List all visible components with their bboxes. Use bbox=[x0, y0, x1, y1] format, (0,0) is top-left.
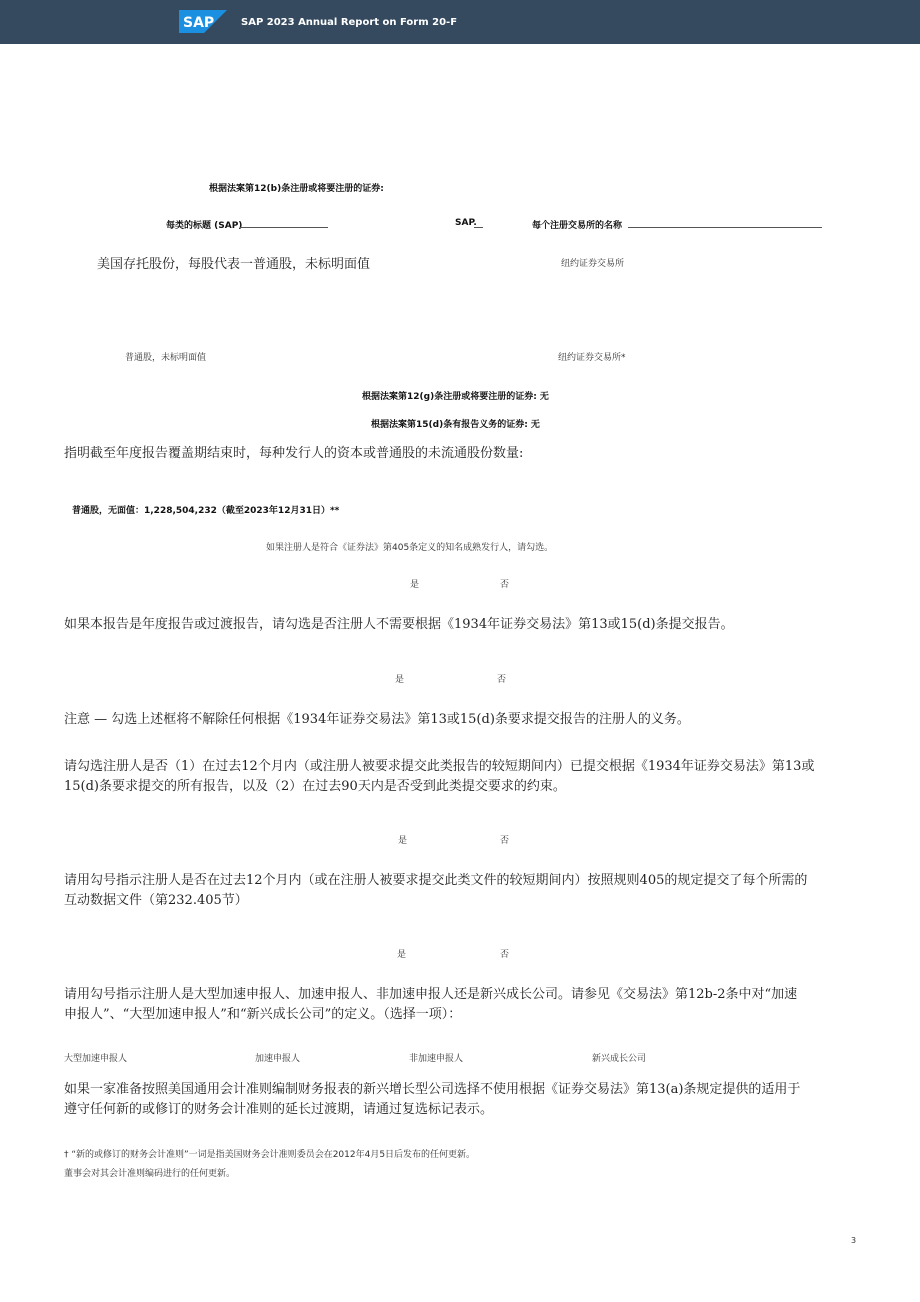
question-not-required: 如果本报告是年度报告或过渡报告，请勾选是否注册人不需要根据《1934年证券交易法》第13或15(d)条提交报告。 bbox=[64, 617, 734, 632]
col-title-symbol: SAP. bbox=[455, 218, 477, 228]
question-filer-type-line1: 请用勾号指示注册人是大型加速申报人、加速申报人、非加速申报人还是新兴成长公司。请参见《交易法》第12b-2条中对“加速 bbox=[64, 987, 798, 1002]
q1-yes[interactable]: 是 bbox=[410, 580, 420, 590]
row2-exchange: 纽约证券交易所* bbox=[558, 353, 626, 363]
question-wksi: 如果注册人是符合《证券法》第405条定义的知名成熟发行人，请勾选。 bbox=[266, 543, 554, 553]
col-exchange-underline bbox=[628, 227, 822, 228]
filer-large-accelerated[interactable]: 大型加速申报人 bbox=[64, 1054, 128, 1064]
q1-no[interactable]: 否 bbox=[500, 580, 510, 590]
q4-no[interactable]: 否 bbox=[500, 950, 510, 960]
question-transition-period-line1: 如果一家准备按照美国通用会计准则编制财务报表的新兴增长型公司选择不使用根据《证券交易法》第13(a)条规定提供的适用于 bbox=[64, 1082, 801, 1097]
page-number: 3 bbox=[851, 1236, 857, 1245]
question-filer-type-line2: 申报人”、“大型加速申报人”和“新兴成长公司”的定义。（选择一项）： bbox=[64, 1007, 462, 1022]
q2-yes[interactable]: 是 bbox=[395, 675, 405, 685]
filer-non-accelerated[interactable]: 非加速申报人 bbox=[409, 1054, 464, 1064]
col-title-exchange: 每个注册交易所的名称 bbox=[532, 221, 623, 231]
footnote-codification: 董事会对其会计准则编码进行的任何更新。 bbox=[64, 1169, 236, 1179]
report-title: SAP 2023 Annual Report on Form 20-F bbox=[241, 17, 458, 28]
row1-class: 美国存托股份，每股代表一普通股，未标明面值 bbox=[97, 257, 371, 272]
q3-yes[interactable]: 是 bbox=[398, 836, 408, 846]
col-title-class: 每类的标题 (SAP) bbox=[166, 221, 243, 231]
q4-yes[interactable]: 是 bbox=[397, 950, 407, 960]
question-interactive-data-line2: 互动数据文件（第232.405节） bbox=[64, 893, 248, 908]
sap-logo bbox=[179, 10, 227, 33]
page-header bbox=[0, 0, 920, 44]
outstanding-intro: 指明截至年度报告覆盖期结束时，每种发行人的资本或普通股的未流通股份数量: bbox=[64, 446, 524, 461]
section-12g: 根据法案第12(g)条注册或将要注册的证券: 无 bbox=[362, 392, 549, 402]
question-filed-reports-line2: 15(d)条要求提交的所有报告，以及（2）在过去90天内是否受到此类提交要求的约束。 bbox=[64, 779, 566, 794]
col-title-underline bbox=[240, 227, 328, 228]
row1-exchange: 纽约证券交易所 bbox=[561, 259, 625, 269]
question-filed-reports-line1: 请勾选注册人是否（1）在过去12个月内（或注册人被要求提交此类报告的较短期间内）已提交根据《1934年证券交易法》第13或 bbox=[64, 759, 815, 774]
section-15d: 根据法案第15(d)条有报告义务的证券: 无 bbox=[371, 420, 540, 430]
q3-no[interactable]: 否 bbox=[500, 836, 510, 846]
outstanding-value: 普通股，无面值：1,228,504,232（截至2023年12月31日）** bbox=[72, 506, 340, 516]
filer-accelerated[interactable]: 加速申报人 bbox=[255, 1054, 301, 1064]
filer-emerging-growth[interactable]: 新兴成长公司 bbox=[592, 1054, 647, 1064]
col-symbol-underline bbox=[474, 227, 483, 228]
section-12b-heading: 根据法案第12(b)条注册或将要注册的证券: bbox=[209, 184, 384, 194]
logo-text: SAP bbox=[183, 15, 215, 31]
row2-class: 普通股，未标明面值 bbox=[125, 353, 207, 363]
q2-no[interactable]: 否 bbox=[497, 675, 507, 685]
note-text: 注意 — 勾选上述框将不解除任何根据《1934年证券交易法》第13或15(d)条要求提交报告的注册人的义务。 bbox=[64, 712, 690, 727]
question-transition-period-line2: 遵守任何新的或修订的财务会计准则的延长过渡期，请通过复选标记表示。 bbox=[64, 1102, 494, 1117]
question-interactive-data-line1: 请用勾号指示注册人是否在过去12个月内（或在注册人被要求提交此类文件的较短期间内）按照规则405的规定提交了每个所需的 bbox=[64, 873, 808, 888]
footnote-dagger: † “新的或修订的财务会计准则”一词是指美国财务会计准则委员会在2012年4月5日后发布的任何更新。 bbox=[64, 1150, 476, 1160]
